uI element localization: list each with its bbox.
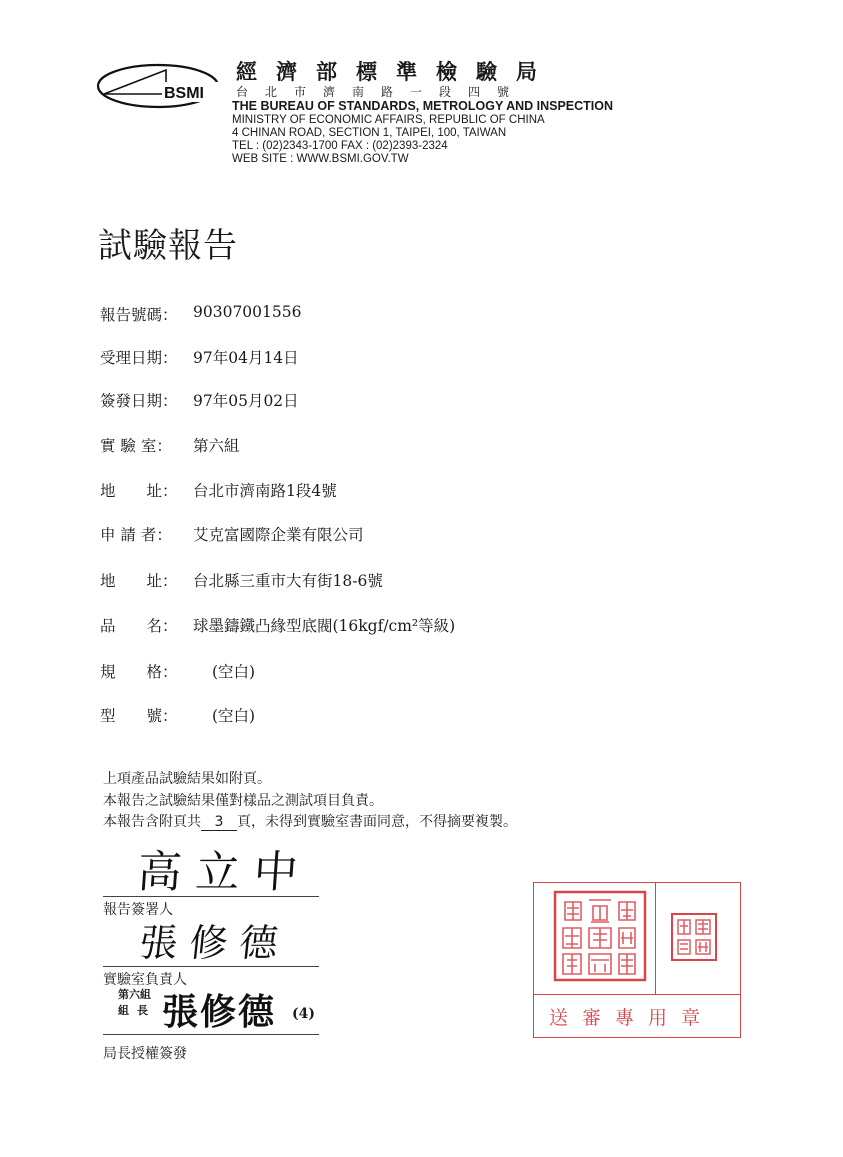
stamp-divider	[533, 994, 741, 995]
lab-head-label: 實驗室負責人	[103, 972, 187, 988]
tel-fax: TEL : (02)2343-1700 FAX : (02)2393-2324	[232, 140, 448, 152]
large-seal-icon	[553, 890, 647, 982]
applicant-address-value: 台北縣三重市大有街18-6號	[193, 572, 383, 590]
signature-line	[103, 1034, 319, 1035]
applicant-value: 艾克富國際企業有限公司	[193, 526, 364, 544]
specification-value: (空白)	[212, 663, 256, 681]
logo-text: BSMI	[164, 85, 204, 102]
applicant-address-label: 地 址：	[100, 572, 178, 590]
ministry-en: MINISTRY OF ECONOMIC AFFAIRS, REPUBLIC OF CHINA	[232, 114, 545, 126]
bsmi-logo	[96, 62, 226, 110]
received-date-label: 受理日期：	[100, 349, 178, 367]
lab-head-signature: 張修德	[137, 921, 292, 965]
applicant-label: 申 請 者：	[100, 526, 172, 544]
stamp-divider	[655, 882, 656, 994]
page-count: 3	[201, 814, 237, 831]
signature-line	[103, 896, 319, 897]
note-line-3-suffix: 頁，未得到實驗室書面同意，不得摘要複製。	[237, 814, 517, 830]
specification-label: 規 格：	[100, 663, 178, 681]
stamp-label: 送審專用章	[549, 1007, 715, 1029]
chop-name: 張修德	[162, 991, 277, 1033]
director-chop	[110, 986, 320, 1032]
laboratory-value: 第六組	[193, 437, 240, 455]
note-line-2: 本報告之試驗結果僅對樣品之測試項目負責。	[103, 793, 383, 809]
product-name-value: 球墨鑄鐵凸緣型底閥(16kgf/cm²等級)	[193, 617, 456, 635]
org-name-en: THE BUREAU OF STANDARDS, METROLOGY AND INSPECTION	[232, 99, 614, 113]
chop-number: (4)	[292, 1006, 315, 1022]
laboratory-label: 實 驗 室：	[100, 437, 172, 455]
note-line-3-prefix: 本報告含附頁共	[103, 814, 201, 830]
report-signer-signature: 高立中	[135, 847, 314, 898]
signature-line	[103, 966, 319, 967]
note-line-1: 上項產品試驗結果如附頁。	[103, 771, 271, 787]
lab-address-label: 地 址：	[100, 482, 178, 500]
issue-date-label: 簽發日期：	[100, 392, 178, 410]
issue-date-value: 97年05月02日	[193, 392, 299, 410]
address-en: 4 CHINAN ROAD, SECTION 1, TAIPEI, 100, TAIWAN	[232, 127, 507, 139]
report-number-label: 報告號碼：	[100, 306, 178, 324]
website: WEB SITE : WWW.BSMI.GOV.TW	[232, 153, 409, 165]
note-line-3	[103, 811, 517, 831]
chop-group: 第六組	[118, 988, 151, 1001]
report-signer-label: 報告簽署人	[103, 902, 173, 918]
lab-address-value: 台北市濟南路1段4號	[193, 482, 337, 500]
small-seal-icon	[670, 912, 718, 962]
received-date-value: 97年04月14日	[193, 349, 299, 367]
director-authorized-label: 局長授權簽發	[103, 1046, 187, 1062]
product-name-label: 品 名：	[100, 617, 178, 635]
model-value: (空白)	[212, 707, 256, 725]
report-number-value: 90307001556	[193, 303, 302, 321]
document-title: 試驗報告	[98, 226, 238, 266]
address-cn: 台北市濟南路一段四號	[236, 85, 527, 99]
org-name-cn: 經濟部標準檢驗局	[236, 59, 556, 84]
chop-title: 組長	[118, 1004, 156, 1017]
model-label: 型 號：	[100, 707, 178, 725]
